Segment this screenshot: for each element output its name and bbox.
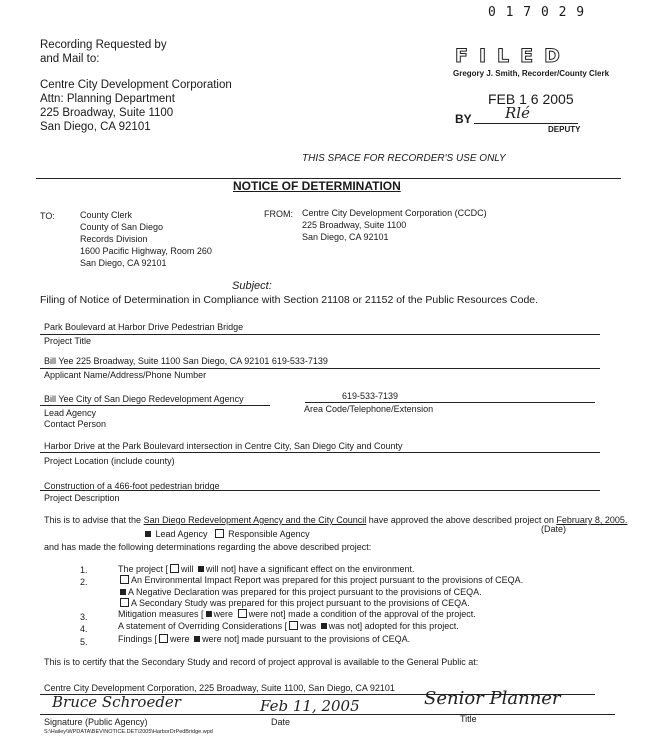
recording-attn: Attn: Planning Department	[40, 93, 175, 105]
advise-date-label: (Date)	[541, 524, 567, 534]
stamp-deputy: DEPUTY	[548, 125, 581, 134]
recording-street: 225 Broadway, Suite 1100	[40, 107, 174, 119]
item-2a-text: An Environmental Impact Report was prepared for this project pursuant to the provisions of CEQA.	[131, 575, 524, 585]
item-2c	[118, 598, 470, 608]
signature-date: Feb 11, 2005	[260, 697, 360, 715]
item-3-were: were	[213, 609, 234, 619]
description-value: Construction of a 466-foot pedestrian bridge	[44, 481, 220, 491]
will-box	[170, 564, 179, 573]
stamp-by-label: BY	[455, 112, 472, 126]
item-1-wont: will not] have a significant effect on the environment.	[206, 564, 415, 574]
to-line-3: Records Division	[80, 234, 148, 244]
certify-text: This is to certify that the Secondary Study and record of project approval is available to the General Public at:	[44, 657, 479, 667]
date-label: Date	[271, 717, 291, 727]
signature-title: Senior Planner	[424, 688, 561, 709]
from-label: FROM:	[264, 209, 293, 219]
lead-agency-checked	[145, 531, 151, 537]
item-2-num: 2.	[80, 577, 88, 587]
title-label: Title	[460, 714, 477, 724]
will-not-checked	[198, 566, 204, 572]
item-2a	[118, 575, 523, 585]
item-3-werenot: were not] made a condition of the approval of the project.	[248, 609, 476, 619]
mitigation-were-not-box	[238, 609, 247, 618]
item-5-were: were	[170, 634, 190, 644]
to-label: TO:	[40, 211, 55, 221]
footer-file-path: S:\Hailey\WPDATA\BEV\NOTICE.DET\2005\HarborDrPedBridge.wpd	[44, 729, 213, 735]
stamp-date: FEB 1 6 2005	[488, 91, 574, 107]
subject-text: Filing of Notice of Determination in Compliance with Section 21108 or 21152 of the Public Resources Code.	[40, 294, 539, 306]
to-line-5: San Diego, CA 92101	[80, 258, 167, 268]
subject-label: Subject:	[232, 280, 272, 292]
findings-were-box	[159, 634, 168, 643]
item-5-werenot: were not] made pursuant to the provisions of CEQA.	[202, 634, 411, 644]
signature-line	[40, 714, 615, 715]
from-line-2: 225 Broadway, Suite 1100	[302, 220, 407, 230]
stamp-by-line	[474, 123, 578, 124]
recording-requested-label: Recording Requested by	[40, 39, 167, 51]
description-label: Project Description	[44, 493, 120, 503]
responsible-agency-box	[215, 529, 224, 538]
applicant-label: Applicant Name/Address/Phone Number	[44, 370, 207, 380]
advise-line	[44, 515, 627, 525]
advise-date: February 8, 2005.	[556, 515, 628, 525]
advise-agency: San Diego Redevelopment Agency and the City Council	[143, 515, 367, 525]
project-title-label: Project Title	[44, 336, 92, 346]
item-3-num: 3.	[80, 612, 88, 622]
notice-title: NOTICE OF DETERMINATION	[233, 179, 401, 193]
item-5	[118, 634, 410, 644]
item-2b	[118, 587, 482, 597]
from-line-3: San Diego, CA 92101	[302, 232, 389, 242]
item-1-text: The project [	[118, 564, 169, 574]
project-title-value: Park Boulevard at Harbor Drive Pedestrian Bridge	[44, 322, 244, 332]
item-4-wasnot: was not] adopted for this project.	[328, 621, 459, 631]
item-1	[118, 564, 415, 574]
agency-type-row	[143, 529, 310, 539]
recording-org: Centre City Development Corporation	[40, 79, 232, 91]
availability-address: Centre City Development Corporation, 225 Broadway, Suite 1100, San Diego, CA 92101	[44, 683, 395, 693]
item-2b-text: A Negative Declaration was prepared for this project pursuant to the provisions of CEQA.	[128, 587, 482, 597]
lead-agency-label: Lead Agency	[44, 408, 97, 418]
contact-person-label: Contact Person	[44, 419, 107, 429]
area-code-label: Area Code/Telephone/Extension	[304, 404, 434, 414]
applicant-value: Bill Yee 225 Broadway, Suite 1100 San Diego, CA 92101 619-533-7139	[44, 356, 328, 366]
to-line-2: County of San Diego	[80, 222, 164, 232]
signature: Bruce Schroeder	[52, 693, 181, 711]
location-value: Harbor Drive at the Park Boulevard intersection in Centre City, San Diego City and County	[44, 441, 403, 451]
recording-city: San Diego, CA 92101	[40, 121, 151, 133]
overriding-was-box	[289, 621, 298, 630]
advise-middle: have approved the above described project on	[368, 515, 554, 525]
item-2c-text: A Secondary Study was prepared for this project pursuant to the provisions of CEQA.	[131, 598, 470, 608]
responsible-agency-option: Responsible Agency	[228, 529, 310, 539]
signature-label: Signature (Public Agency)	[44, 717, 148, 727]
lead-agency-value: Bill Yee City of San Diego Redevelopment Agency	[44, 394, 244, 404]
findings-were-not-checked	[194, 636, 200, 642]
document-number: 0 1 7 0 2 9	[488, 5, 586, 20]
item-4-was: was	[300, 621, 317, 631]
area-code-line	[305, 402, 595, 403]
item-1-will: will	[181, 564, 194, 574]
item-5-text: Findings [	[118, 634, 158, 644]
lead-agency-line	[40, 405, 270, 406]
overriding-was-not-checked	[321, 623, 327, 629]
area-code-value: 619-533-7139	[342, 391, 399, 401]
advise-prefix: This is to advise that the	[44, 515, 142, 525]
mitigation-were-checked	[206, 611, 212, 617]
description-line	[40, 490, 600, 491]
location-line	[40, 452, 600, 453]
item-4	[118, 621, 459, 631]
applicant-line	[40, 368, 600, 369]
negative-declaration-checked	[120, 589, 126, 595]
location-label: Project Location (include county)	[44, 456, 175, 466]
project-title-line	[40, 334, 600, 335]
item-3-text: Mitigation measures [	[118, 609, 204, 619]
lead-agency-option: Lead Agency	[155, 529, 208, 539]
stamp-recorder: Gregory J. Smith, Recorder/County Clerk	[453, 69, 610, 78]
secondary-study-box	[120, 598, 129, 607]
item-3	[118, 609, 476, 619]
to-line-1: County Clerk	[80, 210, 133, 220]
filed-stamp: FILED	[455, 45, 571, 67]
item-5-num: 5.	[80, 637, 88, 647]
item-4-num: 4.	[80, 624, 88, 634]
from-line-1: Centre City Development Corporation (CCDC)	[302, 208, 487, 218]
to-line-4: 1600 Pacific Highway, Room 260	[80, 246, 212, 256]
stamp-initials: Rlé	[505, 104, 530, 122]
eir-box	[120, 575, 129, 584]
item-4-text: A statement of Overriding Considerations [	[118, 621, 288, 631]
recorder-use-label: THIS SPACE FOR RECORDER'S USE ONLY	[302, 153, 506, 164]
item-1-num: 1.	[80, 565, 88, 575]
determinations-intro: and has made the following determinations regarding the above described project:	[44, 542, 372, 552]
mail-to-label: and Mail to:	[40, 53, 100, 65]
